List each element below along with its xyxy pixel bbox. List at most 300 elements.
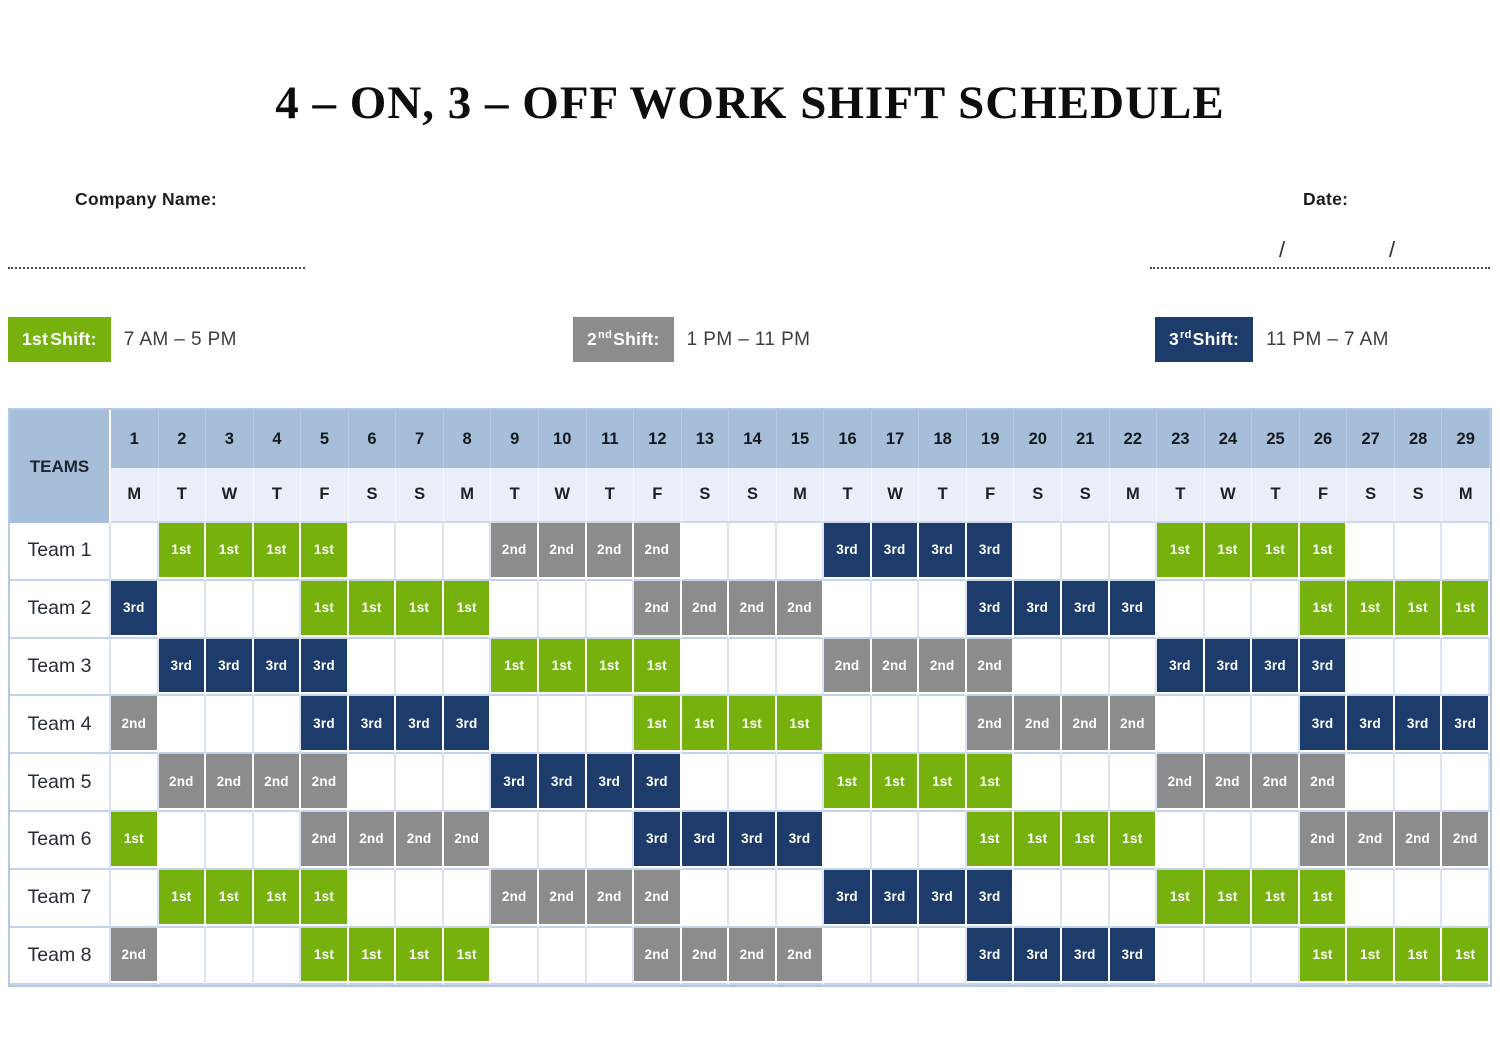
shift-cell-empty bbox=[1157, 581, 1205, 639]
shift-badge: 2nd bbox=[1442, 812, 1488, 866]
shift-cell-1st bbox=[301, 870, 349, 928]
shift-cell-2nd bbox=[1252, 754, 1300, 812]
shift-cell-1st bbox=[824, 754, 872, 812]
shift-badge: 1st bbox=[111, 812, 157, 866]
day-number-cell: 27 bbox=[1347, 410, 1395, 468]
day-number-cell: 7 bbox=[396, 410, 444, 468]
shift-badge: 1st bbox=[919, 754, 965, 808]
shift-badge: 2nd bbox=[206, 754, 252, 808]
shift-cell-empty bbox=[1014, 870, 1062, 928]
shift-badge: 1st bbox=[1014, 812, 1060, 866]
shift-badge: 1st bbox=[349, 581, 395, 635]
shift-cell-2nd bbox=[729, 581, 777, 639]
legend-3rd-shift-suffix: Shift: bbox=[1192, 329, 1240, 349]
day-number-cell: 24 bbox=[1205, 410, 1253, 468]
shift-cell-2nd bbox=[254, 754, 302, 812]
shift-cell-empty bbox=[1205, 928, 1253, 986]
shift-badge: 3rd bbox=[824, 523, 870, 577]
shift-cell-empty bbox=[396, 523, 444, 581]
day-number-cell: 9 bbox=[491, 410, 539, 468]
shift-cell-1st bbox=[1205, 523, 1253, 581]
day-letter-cell: T bbox=[254, 468, 302, 523]
shift-badge: 2nd bbox=[777, 928, 823, 982]
shift-badge: 2nd bbox=[919, 639, 965, 693]
shift-cell-3rd bbox=[1300, 696, 1348, 754]
shift-cell-1st bbox=[1347, 928, 1395, 986]
shift-badge: 3rd bbox=[1252, 639, 1298, 693]
shift-badge: 3rd bbox=[1205, 639, 1251, 693]
shift-cell-3rd bbox=[824, 523, 872, 581]
shift-cell-2nd bbox=[682, 581, 730, 639]
shift-cell-empty bbox=[824, 581, 872, 639]
date-slash-icon: / bbox=[1279, 237, 1286, 262]
legend-3rd-shift-label: 3 bbox=[1169, 329, 1180, 349]
legend-1st-shift-time: 7 AM – 5 PM bbox=[123, 328, 237, 350]
shift-cell-1st bbox=[1300, 581, 1348, 639]
day-number-cell: 8 bbox=[444, 410, 492, 468]
company-name-line[interactable] bbox=[8, 251, 305, 269]
shift-cell-empty bbox=[729, 870, 777, 928]
shift-badge: 2nd bbox=[111, 928, 157, 982]
shift-cell-empty bbox=[444, 523, 492, 581]
team-row-label: Team 5 bbox=[10, 754, 111, 812]
shift-cell-empty bbox=[1205, 696, 1253, 754]
day-letter-cell: M bbox=[111, 468, 159, 523]
shift-cell-2nd bbox=[1014, 696, 1062, 754]
shift-cell-empty bbox=[729, 639, 777, 697]
shift-badge: 1st bbox=[491, 639, 537, 693]
day-number-cell: 16 bbox=[824, 410, 872, 468]
shift-cell-empty bbox=[1347, 523, 1395, 581]
shift-badge: 3rd bbox=[1347, 696, 1393, 750]
shift-badge: 3rd bbox=[824, 870, 870, 924]
shift-badge: 2nd bbox=[301, 812, 347, 866]
shift-cell-2nd bbox=[301, 812, 349, 870]
shift-badge: 2nd bbox=[682, 928, 728, 982]
shift-badge: 3rd bbox=[1110, 581, 1156, 635]
shift-badge: 3rd bbox=[967, 928, 1013, 982]
shift-badge: 2nd bbox=[634, 870, 680, 924]
shift-badge: 3rd bbox=[301, 639, 347, 693]
shift-cell-empty bbox=[1442, 754, 1490, 812]
shift-cell-1st bbox=[919, 754, 967, 812]
shift-badge: 1st bbox=[1442, 928, 1488, 982]
shift-badge: 3rd bbox=[301, 696, 347, 750]
shift-cell-2nd bbox=[777, 928, 825, 986]
shift-badge: 2nd bbox=[634, 523, 680, 577]
shift-cell-1st bbox=[206, 870, 254, 928]
shift-badge: 1st bbox=[444, 928, 490, 982]
shift-badge: 3rd bbox=[1300, 696, 1346, 750]
shift-cell-empty bbox=[1442, 870, 1490, 928]
shift-cell-1st bbox=[587, 639, 635, 697]
shift-cell-2nd bbox=[634, 581, 682, 639]
shift-cell-empty bbox=[1442, 523, 1490, 581]
shift-cell-3rd bbox=[301, 639, 349, 697]
shift-cell-1st bbox=[1252, 870, 1300, 928]
day-number-cell: 25 bbox=[1252, 410, 1300, 468]
shift-badge: 1st bbox=[634, 696, 680, 750]
shift-cell-2nd bbox=[729, 928, 777, 986]
shift-cell-empty bbox=[1347, 639, 1395, 697]
shift-badge: 2nd bbox=[729, 928, 775, 982]
shift-badge: 1st bbox=[444, 581, 490, 635]
day-letter-cell: M bbox=[1110, 468, 1158, 523]
shift-cell-empty bbox=[1205, 581, 1253, 639]
shift-cell-empty bbox=[1062, 523, 1110, 581]
shift-cell-empty bbox=[777, 754, 825, 812]
date-slash-icon: / bbox=[1389, 237, 1396, 262]
shift-badge: 3rd bbox=[919, 870, 965, 924]
day-letter-cell: W bbox=[1205, 468, 1253, 523]
shift-cell-empty bbox=[919, 812, 967, 870]
shift-cell-1st bbox=[1205, 870, 1253, 928]
shift-cell-empty bbox=[206, 696, 254, 754]
shift-cell-1st bbox=[1300, 870, 1348, 928]
shift-cell-empty bbox=[682, 639, 730, 697]
shift-badge: 2nd bbox=[349, 812, 395, 866]
shift-cell-empty bbox=[349, 870, 397, 928]
shift-badge: 1st bbox=[539, 639, 585, 693]
shift-badge: 2nd bbox=[1110, 696, 1156, 750]
shift-cell-empty bbox=[1110, 870, 1158, 928]
shift-cell-3rd bbox=[824, 870, 872, 928]
shift-badge: 3rd bbox=[872, 523, 918, 577]
shift-badge: 2nd bbox=[872, 639, 918, 693]
shift-badge: 2nd bbox=[967, 639, 1013, 693]
day-letter-cell: W bbox=[872, 468, 920, 523]
day-number-cell: 10 bbox=[539, 410, 587, 468]
shift-badge: 3rd bbox=[1300, 639, 1346, 693]
shift-cell-empty bbox=[1442, 639, 1490, 697]
day-number-cell: 12 bbox=[634, 410, 682, 468]
company-name-label: Company Name: bbox=[75, 189, 217, 209]
shift-cell-empty bbox=[1347, 754, 1395, 812]
shift-cell-empty bbox=[1014, 523, 1062, 581]
team-row-label: Team 2 bbox=[10, 581, 111, 639]
shift-badge: 3rd bbox=[919, 523, 965, 577]
shift-cell-2nd bbox=[111, 928, 159, 986]
shift-cell-empty bbox=[1252, 928, 1300, 986]
shift-badge: 1st bbox=[967, 812, 1013, 866]
shift-cell-3rd bbox=[729, 812, 777, 870]
day-letter-cell: T bbox=[587, 468, 635, 523]
teams-header-cell: TEAMS bbox=[10, 410, 111, 523]
shift-cell-3rd bbox=[1110, 581, 1158, 639]
day-number-cell: 11 bbox=[587, 410, 635, 468]
shift-badge: 2nd bbox=[159, 754, 205, 808]
shift-badge: 1st bbox=[1205, 870, 1251, 924]
day-number-cell: 18 bbox=[919, 410, 967, 468]
shift-badge: 1st bbox=[1252, 870, 1298, 924]
shift-badge: 1st bbox=[254, 523, 300, 577]
shift-cell-1st bbox=[1442, 581, 1490, 639]
shift-cell-empty bbox=[1110, 754, 1158, 812]
page-title: 4 – ON, 3 – OFF WORK SHIFT SCHEDULE bbox=[275, 77, 1225, 129]
day-number-cell: 5 bbox=[301, 410, 349, 468]
shift-badge: 2nd bbox=[1395, 812, 1441, 866]
shift-badge: 3rd bbox=[254, 639, 300, 693]
shift-cell-3rd bbox=[1062, 928, 1110, 986]
shift-cell-3rd bbox=[159, 639, 207, 697]
day-number-cell: 21 bbox=[1062, 410, 1110, 468]
shift-cell-2nd bbox=[967, 696, 1015, 754]
shift-badge: 1st bbox=[301, 523, 347, 577]
shift-badge: 2nd bbox=[587, 523, 633, 577]
shift-cell-empty bbox=[682, 523, 730, 581]
day-letter-cell: S bbox=[729, 468, 777, 523]
shift-cell-2nd bbox=[539, 870, 587, 928]
shift-cell-3rd bbox=[349, 696, 397, 754]
shift-badge: 2nd bbox=[634, 928, 680, 982]
shift-badge: 1st bbox=[682, 696, 728, 750]
shift-badge: 1st bbox=[206, 523, 252, 577]
shift-cell-2nd bbox=[349, 812, 397, 870]
shift-badge: 1st bbox=[1252, 523, 1298, 577]
shift-badge: 3rd bbox=[634, 812, 680, 866]
shift-cell-empty bbox=[539, 581, 587, 639]
shift-cell-2nd bbox=[396, 812, 444, 870]
shift-cell-3rd bbox=[1395, 696, 1443, 754]
legend-2nd-shift-label: 2 bbox=[587, 329, 598, 349]
shift-cell-1st bbox=[1062, 812, 1110, 870]
shift-badge: 3rd bbox=[206, 639, 252, 693]
legend-1st-shift-label: 1st bbox=[22, 329, 49, 349]
shift-badge: 1st bbox=[1157, 523, 1203, 577]
shift-cell-empty bbox=[1395, 523, 1443, 581]
day-number-cell: 23 bbox=[1157, 410, 1205, 468]
legend-2nd-shift-box: 2 nd Shift: bbox=[573, 317, 674, 362]
shift-badge: 3rd bbox=[777, 812, 823, 866]
shift-badge: 3rd bbox=[111, 581, 157, 635]
day-letter-cell: S bbox=[396, 468, 444, 523]
shift-cell-2nd bbox=[1062, 696, 1110, 754]
shift-badge: 3rd bbox=[539, 754, 585, 808]
shift-cell-2nd bbox=[539, 523, 587, 581]
shift-badge: 2nd bbox=[491, 870, 537, 924]
shift-badge: 3rd bbox=[1395, 696, 1441, 750]
shift-badge: 3rd bbox=[967, 581, 1013, 635]
shift-cell-2nd bbox=[682, 928, 730, 986]
team-row-label: Team 4 bbox=[10, 696, 111, 754]
shift-cell-1st bbox=[1300, 928, 1348, 986]
shift-cell-1st bbox=[634, 696, 682, 754]
shift-badge: 1st bbox=[206, 870, 252, 924]
shift-cell-empty bbox=[444, 754, 492, 812]
shift-badge: 1st bbox=[1300, 870, 1346, 924]
day-letter-cell: S bbox=[349, 468, 397, 523]
shift-cell-empty bbox=[444, 639, 492, 697]
shift-cell-empty bbox=[491, 812, 539, 870]
shift-cell-2nd bbox=[301, 754, 349, 812]
day-number-cell: 13 bbox=[682, 410, 730, 468]
shift-badge: 1st bbox=[729, 696, 775, 750]
shift-badge: 2nd bbox=[1014, 696, 1060, 750]
shift-badge: 3rd bbox=[967, 870, 1013, 924]
shift-badge: 1st bbox=[254, 870, 300, 924]
shift-badge: 2nd bbox=[444, 812, 490, 866]
shift-cell-empty bbox=[254, 581, 302, 639]
team-row-label: Team 7 bbox=[10, 870, 111, 928]
shift-badge: 2nd bbox=[587, 870, 633, 924]
shift-cell-2nd bbox=[1205, 754, 1253, 812]
shift-badge: 3rd bbox=[634, 754, 680, 808]
shift-cell-1st bbox=[206, 523, 254, 581]
shift-badge: 2nd bbox=[539, 870, 585, 924]
shift-cell-1st bbox=[539, 639, 587, 697]
shift-badge: 1st bbox=[349, 928, 395, 982]
day-number-cell: 1 bbox=[111, 410, 159, 468]
shift-badge: 1st bbox=[824, 754, 870, 808]
legend-1st-shift-box bbox=[8, 317, 111, 362]
shift-cell-3rd bbox=[872, 523, 920, 581]
shift-cell-empty bbox=[1157, 696, 1205, 754]
shift-cell-empty bbox=[872, 696, 920, 754]
shift-cell-empty bbox=[254, 696, 302, 754]
shift-cell-2nd bbox=[872, 639, 920, 697]
day-number-cell: 17 bbox=[872, 410, 920, 468]
shift-badge: 3rd bbox=[872, 870, 918, 924]
shift-cell-2nd bbox=[206, 754, 254, 812]
shift-cell-empty bbox=[206, 581, 254, 639]
shift-cell-empty bbox=[587, 812, 635, 870]
shift-cell-empty bbox=[824, 928, 872, 986]
day-letter-cell: W bbox=[539, 468, 587, 523]
shift-cell-empty bbox=[1110, 639, 1158, 697]
shift-cell-empty bbox=[1395, 754, 1443, 812]
day-letter-cell: F bbox=[967, 468, 1015, 523]
day-number-cell: 3 bbox=[206, 410, 254, 468]
team-row-label: Team 3 bbox=[10, 639, 111, 697]
shift-cell-empty bbox=[491, 581, 539, 639]
shift-badge: 3rd bbox=[1442, 696, 1488, 750]
shift-cell-empty bbox=[491, 928, 539, 986]
shift-cell-empty bbox=[1395, 639, 1443, 697]
shift-cell-empty bbox=[682, 754, 730, 812]
shift-cell-2nd bbox=[491, 523, 539, 581]
shift-cell-1st bbox=[967, 754, 1015, 812]
shift-cell-3rd bbox=[111, 581, 159, 639]
shift-cell-2nd bbox=[491, 870, 539, 928]
shift-badge: 2nd bbox=[729, 581, 775, 635]
shift-badge: 1st bbox=[872, 754, 918, 808]
shift-cell-3rd bbox=[587, 754, 635, 812]
team-row-label: Team 1 bbox=[10, 523, 111, 581]
day-number-cell: 15 bbox=[777, 410, 825, 468]
shift-cell-3rd bbox=[1205, 639, 1253, 697]
shift-badge: 1st bbox=[777, 696, 823, 750]
shift-badge: 2nd bbox=[1205, 754, 1251, 808]
shift-cell-3rd bbox=[967, 581, 1015, 639]
shift-cell-empty bbox=[682, 870, 730, 928]
day-letter-cell: M bbox=[444, 468, 492, 523]
shift-cell-3rd bbox=[682, 812, 730, 870]
shift-cell-empty bbox=[396, 639, 444, 697]
shift-cell-empty bbox=[777, 523, 825, 581]
shift-cell-3rd bbox=[396, 696, 444, 754]
shift-cell-2nd bbox=[1300, 754, 1348, 812]
day-letter-cell: M bbox=[777, 468, 825, 523]
shift-cell-empty bbox=[111, 523, 159, 581]
shift-cell-3rd bbox=[1110, 928, 1158, 986]
shift-badge: 3rd bbox=[1110, 928, 1156, 982]
date-line[interactable] bbox=[1150, 251, 1490, 269]
shift-badge: 2nd bbox=[254, 754, 300, 808]
shift-schedule-table bbox=[8, 408, 1492, 987]
day-letter-cell: T bbox=[919, 468, 967, 523]
day-number-cell: 6 bbox=[349, 410, 397, 468]
shift-cell-empty bbox=[349, 523, 397, 581]
team-row-label: Team 8 bbox=[10, 928, 111, 986]
shift-cell-1st bbox=[254, 870, 302, 928]
shift-badge: 1st bbox=[1300, 523, 1346, 577]
shift-cell-empty bbox=[539, 812, 587, 870]
day-letter-cell: T bbox=[1252, 468, 1300, 523]
day-letter-cell: S bbox=[1014, 468, 1062, 523]
shift-cell-empty bbox=[491, 696, 539, 754]
shift-badge: 2nd bbox=[396, 812, 442, 866]
shift-cell-empty bbox=[919, 696, 967, 754]
shift-badge: 3rd bbox=[967, 523, 1013, 577]
shift-cell-1st bbox=[1014, 812, 1062, 870]
shift-cell-2nd bbox=[967, 639, 1015, 697]
legend-2nd-shift-suffix: Shift: bbox=[613, 329, 660, 349]
date-label: Date: bbox=[1303, 189, 1349, 209]
shift-cell-empty bbox=[872, 928, 920, 986]
shift-cell-2nd bbox=[634, 870, 682, 928]
shift-cell-empty bbox=[1062, 754, 1110, 812]
shift-cell-1st bbox=[111, 812, 159, 870]
shift-badge: 1st bbox=[967, 754, 1013, 808]
shift-badge: 2nd bbox=[824, 639, 870, 693]
shift-cell-1st bbox=[159, 523, 207, 581]
shift-badge: 3rd bbox=[444, 696, 490, 750]
shift-cell-1st bbox=[491, 639, 539, 697]
shift-badge: 1st bbox=[634, 639, 680, 693]
shift-cell-2nd bbox=[1110, 696, 1158, 754]
shift-cell-2nd bbox=[1157, 754, 1205, 812]
shift-badge: 2nd bbox=[777, 581, 823, 635]
shift-cell-1st bbox=[1395, 928, 1443, 986]
shift-cell-empty bbox=[159, 696, 207, 754]
shift-cell-empty bbox=[777, 870, 825, 928]
shift-cell-2nd bbox=[1442, 812, 1490, 870]
day-number-cell: 19 bbox=[967, 410, 1015, 468]
shift-cell-empty bbox=[824, 812, 872, 870]
shift-badge: 3rd bbox=[1014, 581, 1060, 635]
shift-cell-empty bbox=[1252, 812, 1300, 870]
shift-badge: 3rd bbox=[682, 812, 728, 866]
shift-cell-empty bbox=[587, 928, 635, 986]
shift-cell-empty bbox=[396, 870, 444, 928]
legend-1st-shift-suffix: Shift: bbox=[50, 329, 97, 349]
shift-cell-1st bbox=[682, 696, 730, 754]
shift-badge: 3rd bbox=[159, 639, 205, 693]
shift-cell-empty bbox=[1062, 639, 1110, 697]
legend-1st-shift bbox=[8, 317, 237, 362]
shift-cell-empty bbox=[1205, 812, 1253, 870]
shift-cell-3rd bbox=[1014, 581, 1062, 639]
shift-badge: 3rd bbox=[729, 812, 775, 866]
shift-cell-empty bbox=[539, 928, 587, 986]
shift-cell-3rd bbox=[1062, 581, 1110, 639]
shift-cell-empty bbox=[1110, 523, 1158, 581]
shift-badge: 1st bbox=[1062, 812, 1108, 866]
shift-cell-1st bbox=[349, 581, 397, 639]
shift-cell-empty bbox=[111, 754, 159, 812]
shift-cell-empty bbox=[111, 870, 159, 928]
shift-cell-3rd bbox=[301, 696, 349, 754]
